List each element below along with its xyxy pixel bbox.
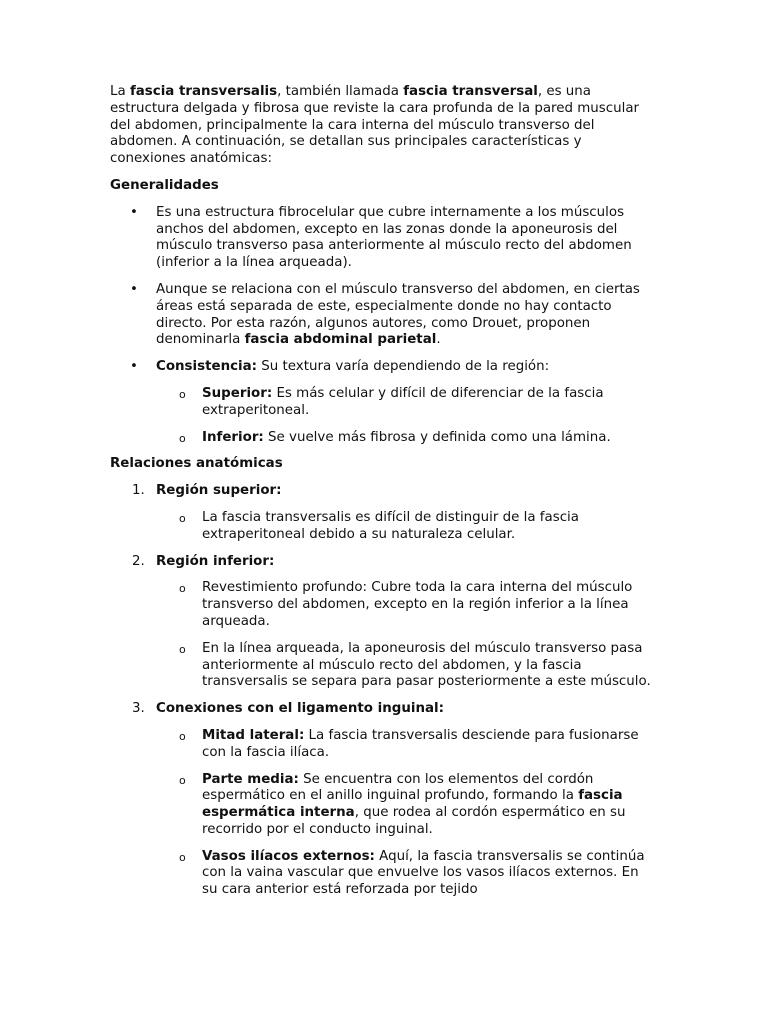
numbered-item bbox=[110, 483, 655, 543]
intro-bold-term-1: fascia transversalis bbox=[129, 84, 278, 99]
list-item-text: Es una estructura fibrocelular que cubre internamente a los músculos anchos del abdomen, excepto en las zonas donde la aponeurosis del músculo transverso pasa anteriormente al músculo recto del abdomen (inferior a la línea arqueada). bbox=[156, 204, 632, 271]
sub-bullet-marker: o bbox=[179, 773, 186, 787]
sub-list-item bbox=[156, 772, 655, 839]
list-item-period: . bbox=[436, 332, 441, 348]
number-marker: 3. bbox=[132, 701, 145, 717]
list-item-bold-term: fascia abdominal parietal bbox=[244, 332, 437, 348]
sub-item-text: En la línea arqueada, la aponeurosis del músculo transverso pasa anteriormente al músculo recto del abdomen, y la fascia transversalis se separa para pasar posteriormente a este músculo. bbox=[202, 640, 651, 690]
bullet-marker: • bbox=[130, 359, 138, 375]
section-heading-relaciones: Relaciones anatómicas bbox=[110, 456, 283, 472]
sub-item-text: La fascia transversalis es difícil de distinguir de la fascia extraperitoneal debido a su naturaleza celular. bbox=[202, 509, 579, 542]
list-item-bold-label: Consistencia: bbox=[156, 359, 258, 375]
numbered-item-title: Región superior: bbox=[156, 483, 282, 499]
sub-item-text: Se vuelve más fibrosa y definida como una lámina. bbox=[263, 429, 611, 445]
intro-text-3: , es una estructura delgada y fibrosa que reviste la cara profunda de la pared muscular del abdomen, principalmente la cara interna del músculo transverso del abdomen. A continuación, se detallan sus principales características y conexiones anatómicas: bbox=[110, 84, 640, 167]
list-item bbox=[110, 282, 655, 349]
sub-item-text: Aquí, la fascia transversalis se continúa con la vaina vascular que envuelve los vasos ilíacos externos. En su cara anterior está reforzada por tejido bbox=[202, 848, 645, 898]
document-page bbox=[110, 84, 655, 899]
sub-item-bold-label: Parte media: bbox=[202, 771, 299, 787]
sub-item-text: Es más celular y difícil de diferenciar de la fascia extraperitoneal. bbox=[202, 385, 604, 418]
sub-bullet-marker: o bbox=[179, 582, 186, 596]
intro-bold-term-2: fascia transversal bbox=[403, 84, 538, 99]
sub-list bbox=[156, 510, 655, 544]
list-item bbox=[110, 205, 655, 272]
sub-item-text: Se encuentra con los elementos del cordón espermático en el anillo inguinal profundo, formando la bbox=[202, 771, 594, 804]
sub-item-bold-label: Vasos ilíacos externos: bbox=[202, 848, 375, 864]
sub-bullet-marker: o bbox=[179, 642, 186, 656]
sub-item-bold-label: Superior: bbox=[202, 385, 273, 401]
sub-bullet-marker: o bbox=[179, 387, 186, 401]
sub-item-bold-label: Mitad lateral: bbox=[202, 727, 305, 743]
sub-bullet-marker: o bbox=[179, 431, 186, 445]
generalidades-list bbox=[110, 205, 655, 447]
numbered-item-title: Región inferior: bbox=[156, 553, 275, 569]
sub-list-item bbox=[156, 728, 655, 762]
sub-bullet-marker: o bbox=[179, 511, 186, 525]
sub-list-item bbox=[156, 849, 655, 899]
list-item-text: Aunque se relaciona con el músculo transverso del abdomen, en ciertas áreas está separada de este, especialmente donde no hay contacto directo. Por esta razón, algunos autores, como Drouet, proponen denominarla bbox=[156, 281, 640, 348]
sub-list-item bbox=[156, 641, 655, 691]
number-marker: 2. bbox=[132, 553, 145, 569]
list-item bbox=[110, 359, 655, 446]
bullet-marker: • bbox=[130, 204, 138, 220]
numbered-item-title: Conexiones con el ligamento inguinal: bbox=[156, 701, 444, 717]
sub-item-text-cont: , que rodea al cordón espermático en su recorrido por el conducto inguinal. bbox=[202, 805, 626, 837]
sub-item-bold-label: Inferior: bbox=[202, 429, 264, 445]
number-marker: 1. bbox=[132, 483, 145, 499]
numbered-item bbox=[110, 554, 655, 692]
sub-list bbox=[156, 728, 655, 899]
sub-list-item bbox=[156, 580, 655, 630]
section-heading-generalidades: Generalidades bbox=[110, 177, 219, 193]
sub-item-bold-term: fascia espermática interna bbox=[202, 788, 623, 821]
sub-list-item bbox=[156, 510, 655, 544]
relaciones-list bbox=[110, 483, 655, 899]
sub-list bbox=[156, 580, 655, 691]
intro-text-1: La bbox=[110, 84, 130, 99]
sub-bullet-marker: o bbox=[179, 850, 186, 864]
numbered-item bbox=[110, 701, 655, 899]
intro-text-2: , también llamada bbox=[277, 84, 404, 99]
list-item-text: Su textura varía dependiendo de la región: bbox=[257, 359, 550, 375]
sub-list-item bbox=[156, 386, 655, 420]
sub-bullet-marker: o bbox=[179, 729, 186, 743]
sub-item-text: La fascia transversalis desciende para fusionarse con la fascia ilíaca. bbox=[202, 727, 639, 760]
intro-paragraph bbox=[110, 84, 655, 168]
sub-list-item bbox=[156, 430, 655, 447]
consistencia-sub-list bbox=[156, 386, 655, 446]
bullet-marker: • bbox=[130, 281, 138, 297]
sub-item-text: Revestimiento profundo: Cubre toda la cara interna del músculo transverso del abdomen, excepto en la región inferior a la línea arqueada. bbox=[202, 580, 633, 629]
